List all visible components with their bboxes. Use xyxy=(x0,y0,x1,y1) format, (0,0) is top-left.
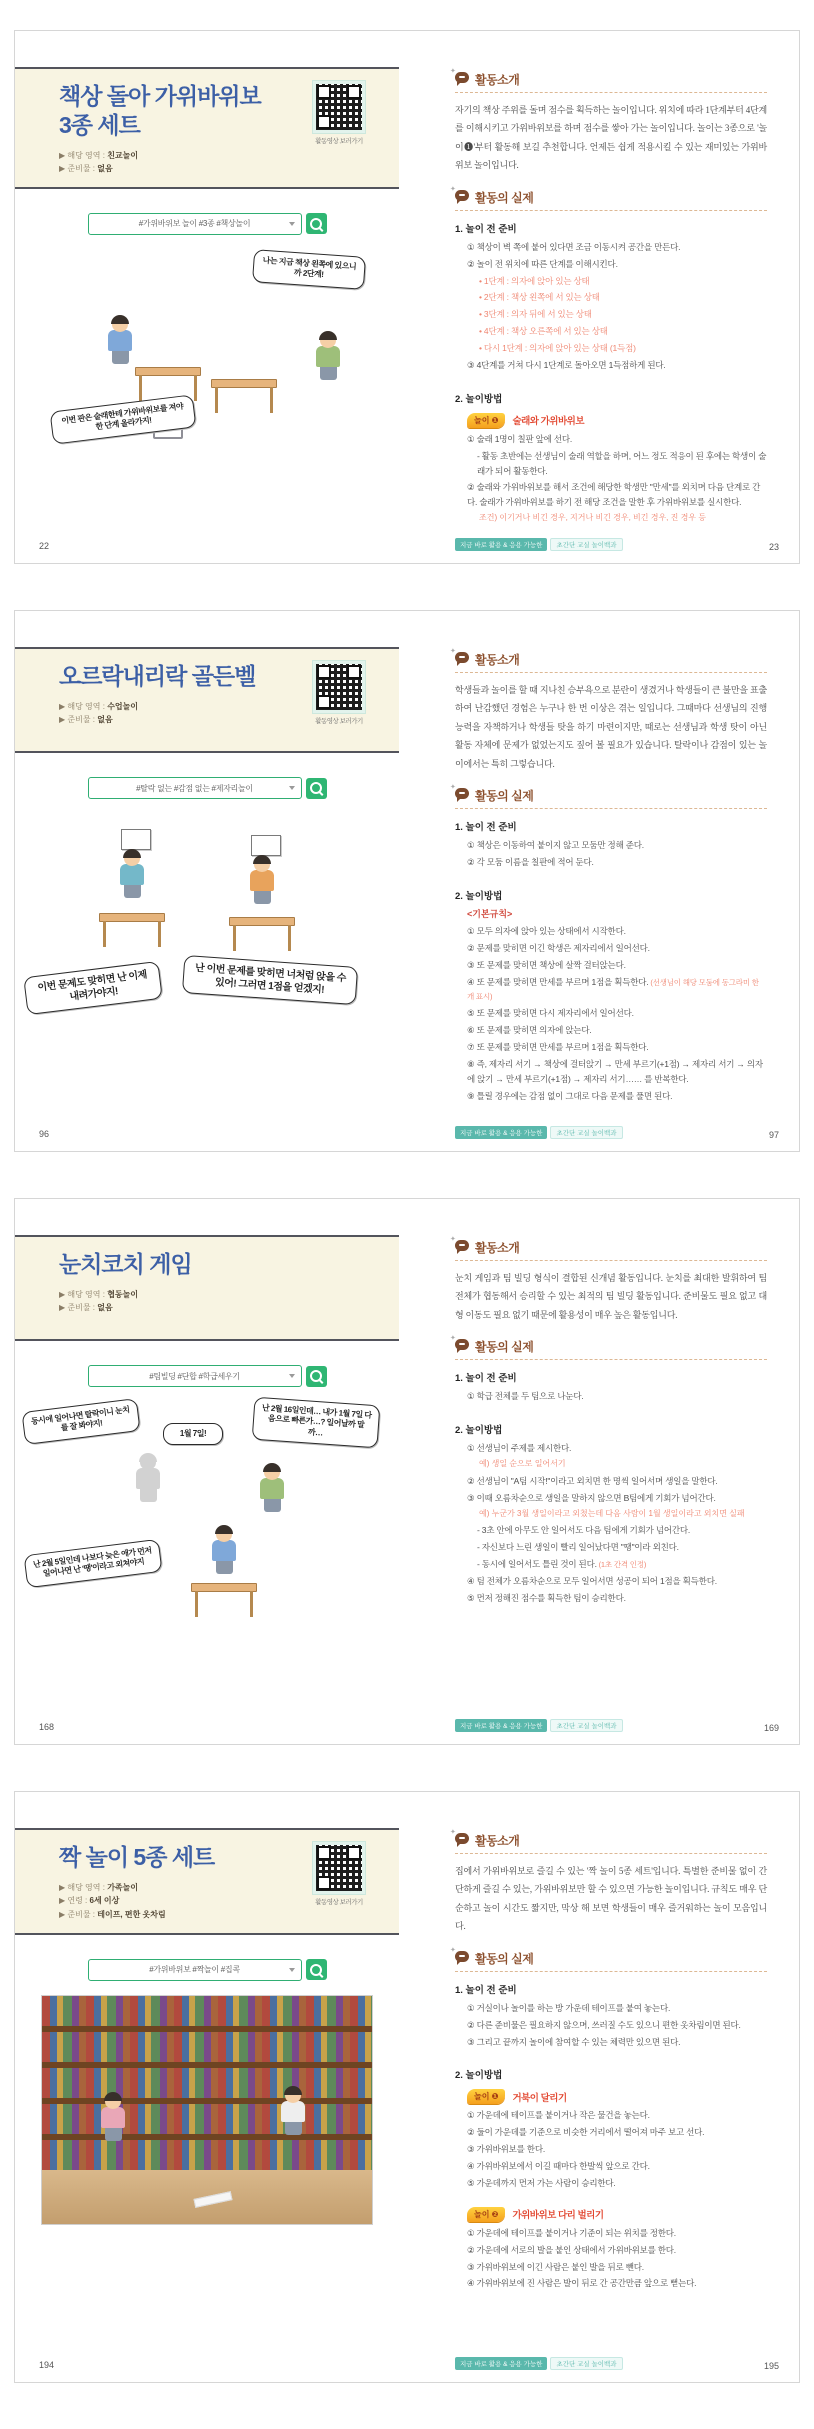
step-item: ① 모두 의자에 앉아 있는 상태에서 시작한다. xyxy=(467,925,626,936)
search-icon xyxy=(310,218,322,230)
page-number-left: 168 xyxy=(39,1722,55,1732)
title-line-2: 3종 세트 xyxy=(59,111,140,138)
qr-block xyxy=(313,661,365,725)
game-title: 거북이 달리기 xyxy=(512,2092,567,2104)
dropdown-caret-icon xyxy=(289,222,295,226)
spread-1 xyxy=(14,30,800,564)
hashtag-text: #가위바위보 놀이 #3종 #책상놀이 xyxy=(138,219,251,229)
activity-content xyxy=(450,648,767,1104)
spread-3 xyxy=(14,1198,800,1745)
hashtag-search-row xyxy=(15,777,399,799)
hashtag-text: #탈락 없는 #감점 없는 #제자리놀이 xyxy=(136,783,253,793)
speech-bubble: 이번 판은 술래한테 가위바위보를 져야 한 단계 올라가지! xyxy=(50,394,197,444)
qr-code[interactable] xyxy=(313,1842,365,1894)
section-header: ✦ 활동의 실제 xyxy=(455,787,767,809)
spread-4 xyxy=(14,1791,800,2383)
speech-bubble-icon: ✦ xyxy=(455,1951,469,1962)
step-item: ② 놀이 전 위치에 따른 단계를 이해시킨다. xyxy=(467,258,618,269)
book-footer xyxy=(455,1126,623,1139)
step-item: ⑤ 가운데까지 먼저 가는 사람이 승리한다. xyxy=(467,2177,616,2188)
red-note: 예) 누군가 3월 생일이라고 외쳤는데 다음 사람이 1월 생일이라고 외치면 실패 xyxy=(479,1508,745,1518)
step-item: ③ 가위바위보를 한다. xyxy=(467,2144,545,2155)
intro-paragraph: 눈치 게임과 팀 빌딩 형식이 결합된 신개념 활동입니다. 눈치를 최대한 발휘하여 팀 전체가 협동해서 승리할 수 있는 최적의 팀 빌딩 활동입니다. 준비물도 필요 없고 대형 이동도 필요 없기 때문에 활용성이 매우 높은 활동입니다. xyxy=(455,1273,767,1320)
meta-materials: ▶ 준비물 : 없음 xyxy=(59,164,113,174)
title-line-1: 책상 돌아 가위바위보 xyxy=(59,83,261,109)
step-item: ② 문제를 맞히면 이긴 학생은 제자리에서 일어선다. xyxy=(467,942,650,953)
search-icon xyxy=(310,1964,322,1976)
meta-list xyxy=(59,1288,385,1315)
stage-sub-item: • 1단계 : 의자에 앉아 있는 상태 xyxy=(479,275,590,286)
student-girl-blue xyxy=(211,1525,237,1574)
qr-caption: 활동영상 보러가기 xyxy=(315,718,363,725)
page-left-1 xyxy=(15,31,399,563)
activity-photo xyxy=(41,1995,373,2225)
speech-bubble-icon: ✦ xyxy=(455,1833,469,1844)
search-button[interactable] xyxy=(306,778,327,799)
speech-bubble-icon: ✦ xyxy=(455,788,469,799)
stage-sub-item: • 3단계 : 의자 뒤에 서 있는 상태 xyxy=(479,309,592,320)
hashtag-search-box[interactable] xyxy=(88,1365,302,1387)
illustration-desk-rps xyxy=(15,245,399,481)
qr-caption: 활동영상 보러가기 xyxy=(315,1899,363,1906)
subsection-heading: 1. 놀이 전 준비 xyxy=(455,822,517,834)
desk xyxy=(211,379,277,415)
page-left-3 xyxy=(15,1199,399,1744)
activity-content xyxy=(450,1829,767,2291)
step-item: ② 선생님이 "A팀 시작!"이라고 외치면 한 명씩 일어서며 생일을 말한다. xyxy=(467,1475,718,1486)
game-badge-row xyxy=(467,413,767,428)
footer-badge-secondary: 초간단 교실 놀이백과 xyxy=(550,1126,622,1139)
speech-bubble-icon: ✦ xyxy=(455,1240,469,1251)
dash-note: - 활동 초반에는 선생님이 술래 역할을 하며, 어느 정도 적응이 된 후에는 학생이 술래가 되어 활동한다. xyxy=(477,450,767,476)
page-number-left: 22 xyxy=(39,541,50,551)
dash-note: - 3초 안에 아무도 안 일어서도 다음 팀에게 기회가 넘어간다. xyxy=(477,1525,691,1536)
subsection-heading: 2. 놀이방법 xyxy=(455,2070,503,2082)
dash-note: - 동시에 일어서도 틀린 것이 된다. (1초 간격 인정) xyxy=(477,1559,647,1570)
title-band xyxy=(15,647,399,753)
meta-age: ▶ 연령 : 6세 이상 xyxy=(59,1896,120,1906)
section-header: ✦ 활동소개 xyxy=(455,1239,767,1261)
page-right-2 xyxy=(399,611,797,1151)
activity-content xyxy=(450,1236,767,1606)
hashtag-search-box[interactable] xyxy=(88,777,302,799)
game-badge-row xyxy=(467,2089,767,2104)
step-item: ④ 가위바위보에 진 사람은 발이 뒤로 간 공간만큼 앞으로 뻗는다. xyxy=(467,2278,697,2289)
page-right-1 xyxy=(399,31,797,563)
search-button[interactable] xyxy=(306,213,327,234)
speech-bubble-icon: ✦ xyxy=(455,190,469,201)
page-left-2 xyxy=(15,611,399,1151)
meta-area: ▶ 해당 영역 : 수업놀이 xyxy=(59,701,139,711)
play-number-badge: 놀이 ❷ xyxy=(467,2207,505,2222)
step-item: ③ 4단계를 거쳐 다시 1단계로 돌아오면 1득점하게 된다. xyxy=(467,359,666,370)
page-number-left: 194 xyxy=(39,2360,55,2370)
title-band xyxy=(15,67,399,189)
subsection-heading: 1. 놀이 전 준비 xyxy=(455,1373,517,1385)
step-item: ④ 팀 전체가 오름차순으로 모두 일어서면 성공이 되어 1점을 획득한다. xyxy=(467,1576,717,1587)
game-badge-row xyxy=(467,2207,767,2222)
subsection-heading: 1. 놀이 전 준비 xyxy=(455,223,517,235)
subsection-heading: 2. 놀이방법 xyxy=(455,393,503,405)
search-icon xyxy=(310,1370,322,1382)
step-item: ⑦ 또 문제를 맞히면 만세를 부르며 1점을 획득한다. xyxy=(467,1042,649,1053)
section-header: ✦ 활동소개 xyxy=(455,71,767,93)
meta-area: ▶ 해당 영역 : 협동놀이 xyxy=(59,1289,139,1299)
dash-note: - 자신보다 느린 생일이 빨리 일어났다면 "땡"이라 외친다. xyxy=(477,1542,679,1553)
qr-code[interactable] xyxy=(313,81,365,133)
speech-bubble: 난 이번 문제를 맞히면 너처럼 앉을 수 있어! 그러면 1점을 얻겠지! xyxy=(182,955,358,1005)
answer-board xyxy=(121,829,151,850)
footer-badge-primary: 지금 바로 활용 & 응용 가능한 xyxy=(455,1719,547,1732)
activity-content xyxy=(450,68,767,525)
section-header: ✦ 활동소개 xyxy=(455,651,767,673)
step-item: ⑨ 틀릴 경우에는 감점 없이 그대로 다음 문제를 풀면 된다. xyxy=(467,1090,673,1101)
page-number-left: 96 xyxy=(39,1129,50,1139)
speech-bubble-icon: ✦ xyxy=(455,72,469,83)
girl-pink xyxy=(100,2092,126,2141)
page-right-4 xyxy=(399,1792,797,2382)
qr-block xyxy=(313,1842,365,1906)
page-left-4 xyxy=(15,1792,399,2382)
search-button[interactable] xyxy=(306,1959,327,1980)
dropdown-caret-icon xyxy=(289,1968,295,1972)
search-icon xyxy=(310,782,322,794)
hashtag-text: #가위바위보 #짝놀이 #집콕 xyxy=(149,1965,240,1975)
step-item: ② 가운데에 서로의 발을 붙인 상태에서 가위바위보를 한다. xyxy=(467,2244,676,2255)
page-right-3 xyxy=(399,1199,797,1744)
subsection-heading: 2. 놀이방법 xyxy=(455,890,503,902)
student-silhouette xyxy=(135,1453,161,1502)
subsection-heading: 2. 놀이방법 xyxy=(455,1425,503,1437)
step-item: ① 거실이나 놀이를 하는 방 가운데 테이프를 붙여 놓는다. xyxy=(467,2002,671,2013)
subsection-heading: 1. 놀이 전 준비 xyxy=(455,1984,517,1996)
title-band xyxy=(15,1235,399,1341)
spread-2 xyxy=(14,610,800,1152)
speech-bubble-icon: ✦ xyxy=(455,1339,469,1350)
title-band xyxy=(15,1828,399,1935)
step-item: ② 둘이 가운데를 기준으로 비슷한 거리에서 떨어져 마주 보고 선다. xyxy=(467,2127,705,2138)
step-item: ③ 또 문제를 맞히면 책상에 살짝 걸터앉는다. xyxy=(467,959,626,970)
dropdown-caret-icon xyxy=(289,786,295,790)
footer-badge-secondary: 초간단 교실 놀이백과 xyxy=(550,538,622,551)
footer-badge-secondary: 초간단 교실 놀이백과 xyxy=(550,2357,622,2370)
hashtag-search-row xyxy=(15,213,399,235)
search-button[interactable] xyxy=(306,1366,327,1387)
intro-paragraph: 자기의 책상 주위를 돌며 점수를 획득하는 놀이입니다. 위치에 따라 1단계부터 4단계를 이해시키고 가위바위보를 하며 점수를 쌓아 가는 놀이입니다. 놀이는 3종으로 '놀이❶'부터 활동해 보길 추천합니다. 언제든 쉽게 적용시킬 수 있는 재미있는 가위바위보 놀이입니다. xyxy=(455,105,767,171)
game-title: 술래와 가위바위보 xyxy=(512,416,585,428)
girl-white xyxy=(280,2086,306,2135)
speech-bubble-icon: ✦ xyxy=(455,652,469,663)
hashtag-search-box[interactable] xyxy=(88,213,302,235)
step-item: ⑧ 즉, 제자리 서기 → 책상에 걸터앉기 → 만세 부르기(+1점) → 제자리 서기 → 의자에 앉기 → 만세 부르기(+1점) → 제자리 서기…… 를 반복한다. xyxy=(467,1058,763,1084)
student-boy-blue xyxy=(107,315,133,364)
meta-list xyxy=(59,149,385,176)
section-header: ✦ 활동의 실제 xyxy=(455,1950,767,1972)
play-number-badge: 놀이 ❶ xyxy=(467,413,505,428)
intro-paragraph: 학생들과 놀이를 할 때 지나친 승부욕으로 분란이 생겼거나 학생들이 큰 불만을 표출하여 난감했던 경험은 누구나 한 번 이상은 겪는 일입니다. 그때마다 선생님의 진행 능력을 자책하거나 학생들 탓을 하기 마련이지만, 때로는 선생님과 학생 탓이 아닌 활동 자체에 문제가 없었는지도 짚어 볼 필요가 있습니다. 탈락이나 감점이 있는 놀이에서는 특히 그렇습니다. xyxy=(455,685,767,769)
page-title: 짝 놀이 5종 세트 xyxy=(59,1844,215,1870)
step-item: ③ 그리고 끝까지 놀이에 참여할 수 있는 체력만 있으면 된다. xyxy=(467,2036,681,2047)
step-item: ① 가운데에 테이프를 붙이거나 기준이 되는 위치를 정한다. xyxy=(467,2227,676,2238)
desk xyxy=(191,1583,257,1619)
qr-block xyxy=(313,81,365,145)
step-item: ① 선생님이 주제를 제시한다. xyxy=(467,1443,572,1454)
student-girl xyxy=(119,849,145,898)
hashtag-search-row xyxy=(15,1959,399,1981)
qr-caption: 활동영상 보러가기 xyxy=(315,138,363,145)
step-item: ① 술래 1명이 칠판 앞에 선다. xyxy=(467,433,573,444)
stage-sub-item: • 4단계 : 책상 오른쪽에 서 있는 상태 xyxy=(479,326,608,337)
step-item: ① 책상이 벽 쪽에 붙어 있다면 조금 이동시켜 공간을 만든다. xyxy=(467,241,681,252)
speech-bubble: 동시에 일어나면 탈락이니 눈치를 잘 봐야지! xyxy=(21,1398,140,1445)
section-header: ✦ 활동의 실제 xyxy=(455,189,767,211)
illustration-goldenbell xyxy=(15,809,399,1055)
meta-materials: ▶ 준비물 : 없음 xyxy=(59,715,113,725)
footer-badge-primary: 지금 바로 활용 & 응용 가능한 xyxy=(455,538,547,551)
step-item: ⑥ 또 문제를 맞히면 의자에 앉는다. xyxy=(467,1025,592,1036)
intro-paragraph: 집에서 가위바위보로 즐길 수 있는 '짝 놀이 5종 세트'입니다. 특별한 준비물 없이 간단하게 즐길 수 있는, 가위바위보만 할 수 있으면 가능한 놀이입니다. 규칙도 매우 단순하고 놀이 시간도 짧지만, 막상 해 보면 학생들이 매우 즐거워하는 놀이 모음입니다. xyxy=(455,1866,767,1932)
book-footer xyxy=(455,538,623,551)
rule-label: <기본규칙> xyxy=(467,908,513,919)
step-item: ② 술래와 가위바위보를 해서 조건에 해당한 학생만 "만세"를 외치며 다음 단계로 간다. 술래가 가위바위보를 하기 전 해당 조건을 말한 후 가위바위보를 실시한다. xyxy=(467,482,761,508)
section-header: ✦ 활동소개 xyxy=(455,1832,767,1854)
step-item: ① 학급 전체를 두 팀으로 나눈다. xyxy=(467,1391,584,1402)
book-footer xyxy=(455,2357,623,2370)
dropdown-caret-icon xyxy=(289,1374,295,1378)
step-item: ⑤ 먼저 정해진 점수를 획득한 팀이 승리한다. xyxy=(467,1592,626,1603)
step-item: ② 다른 준비물은 필요하지 않으며, 쓰러질 수도 있으니 편한 옷차림이면 된다. xyxy=(467,2019,741,2030)
stage-sub-item: • 2단계 : 책상 왼쪽에 서 있는 상태 xyxy=(479,292,600,303)
page-number-right: 97 xyxy=(768,1130,779,1140)
red-note: 조건) 이기거나 비긴 경우, 지거나 비긴 경우, 비긴 경우, 진 경우 등 xyxy=(479,513,706,523)
bookshelf xyxy=(42,1996,372,2170)
speech-bubble: 난 2월 5일인데 나보다 늦은 애가 먼저 일어나면 난 '땡'이라고 외쳐야지 xyxy=(24,1539,163,1588)
qr-code[interactable] xyxy=(313,661,365,713)
step-item: ④ 가위바위보에서 이길 때마다 한발씩 앞으로 간다. xyxy=(467,2161,650,2171)
play-number-badge: 놀이 ❶ xyxy=(467,2089,505,2104)
footer-badge-primary: 지금 바로 활용 & 응용 가능한 xyxy=(455,1126,547,1139)
meta-materials: ▶ 준비물 : 테이프, 편한 옷차림 xyxy=(59,1909,166,1919)
step-item: ① 가운데에 테이프를 붙이거나 작은 물건을 놓는다. xyxy=(467,2110,650,2121)
hashtag-text: #팀빌딩 #단합 #학급세우기 xyxy=(149,1371,240,1381)
stage-sub-item: • 다시 1단계 : 의자에 앉아 있는 상태 (1득점) xyxy=(479,343,636,353)
speech-bubble: 이번 문제도 맞히면 난 이제 내려가야지! xyxy=(23,961,163,1015)
hashtag-search-row xyxy=(15,1365,399,1387)
speech-bubble: 난 2월 16일인데… 내가 1월 7일 다음으로 빠른가…? 일어날까 말까… xyxy=(252,1397,381,1449)
red-note: 예) 생일 순으로 일어서기 xyxy=(479,1459,566,1469)
step-item: ⑤ 또 문제를 맞히면 다시 제자리에서 일어선다. xyxy=(467,1008,634,1019)
illustration-nunchi-game xyxy=(15,1397,399,1659)
speech-bubble: 1월 7일! xyxy=(163,1423,223,1445)
footer-badge-primary: 지금 바로 활용 & 응용 가능한 xyxy=(455,2357,547,2370)
step-item: ② 각 모둠 이름을 칠판에 적어 둔다. xyxy=(467,857,594,868)
meta-area: ▶ 해당 영역 : 가족놀이 xyxy=(59,1882,139,1892)
student-boy-green xyxy=(315,331,341,380)
step-item: ① 책상은 이동하여 붙이지 않고 모둠만 정해 준다. xyxy=(467,840,644,851)
footer-badge-secondary: 초간단 교실 놀이백과 xyxy=(550,1719,622,1732)
step-item: ④ 또 문제를 맞히면 만세를 부르며 1점을 획득한다. (선생님이 해당 모둠에 동그라미 한 개 표시) xyxy=(467,976,759,1002)
speech-bubble: 나는 지금 책상 왼쪽에 있으니까 2단계! xyxy=(252,249,366,290)
page-title: 오르락내리락 골든벨 xyxy=(59,663,256,689)
student-boy-green xyxy=(259,1463,285,1512)
page-number-right: 169 xyxy=(763,1723,779,1733)
section-header: ✦ 활동의 실제 xyxy=(455,1338,767,1360)
game-title: 가위바위보 다리 벌리기 xyxy=(512,2210,604,2222)
answer-board xyxy=(251,835,281,856)
page-number-right: 195 xyxy=(763,2361,779,2371)
step-item: ③ 가위바위보에 이긴 사람은 붙인 발을 뒤로 뺀다. xyxy=(467,2261,644,2272)
hashtag-search-box[interactable] xyxy=(88,1959,302,1981)
page-number-right: 23 xyxy=(768,542,779,552)
page-title: 눈치코치 게임 xyxy=(59,1251,192,1277)
desk xyxy=(229,917,295,953)
student-boy xyxy=(249,855,275,904)
meta-materials: ▶ 준비물 : 없음 xyxy=(59,1303,113,1313)
meta-area: ▶ 해당 영역 : 친교놀이 xyxy=(59,150,139,160)
book-footer xyxy=(455,1719,623,1732)
desk xyxy=(99,913,165,949)
step-item: ③ 이때 오름차순으로 생일을 말하지 않으면 B팀에게 기회가 넘어간다. xyxy=(467,1492,716,1503)
